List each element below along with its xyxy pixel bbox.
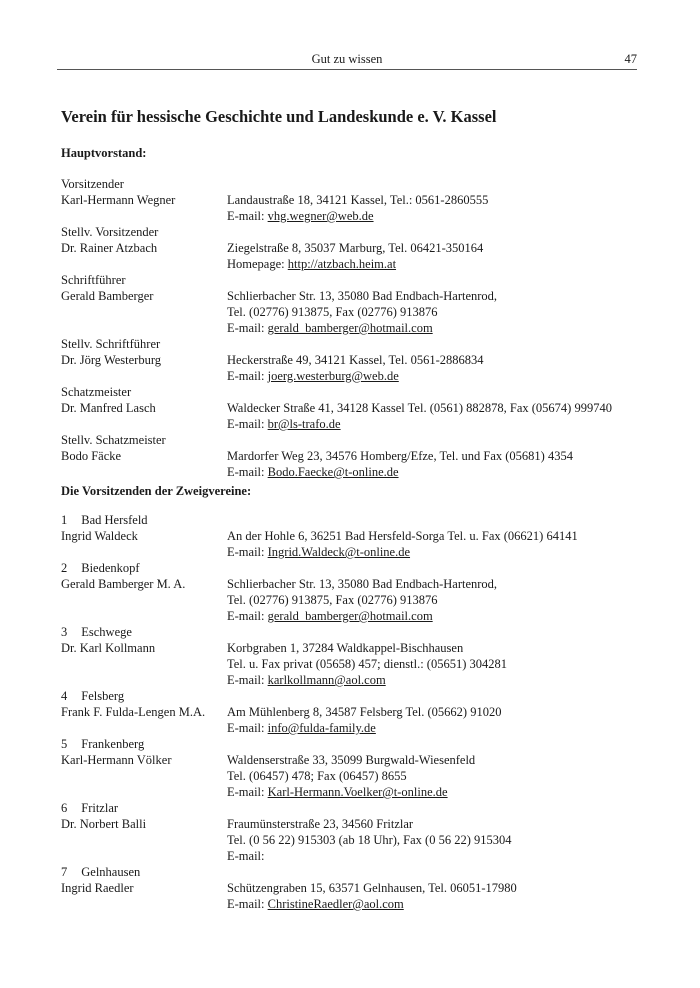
role-label: Stellv. Vorsitzender bbox=[61, 225, 159, 239]
page-title: Verein für hessische Geschichte und Landeskunde e. V. Kassel bbox=[61, 107, 497, 126]
address-line: Am Mühlenberg 8, 34587 Felsberg Tel. (05662) 91020 bbox=[227, 705, 502, 719]
branch-number: 4 bbox=[61, 689, 68, 703]
contact-line bbox=[227, 464, 399, 480]
branch-label bbox=[61, 512, 148, 528]
contact-prefix: E-mail: bbox=[227, 209, 268, 223]
contact-prefix: E-mail: bbox=[227, 721, 268, 735]
header-title: Gut zu wissen bbox=[311, 52, 383, 66]
address-line: An der Hohle 6, 36251 Bad Hersfeld-Sorga Tel. u. Fax (06621) 64141 bbox=[227, 529, 578, 543]
role-label: Vorsitzender bbox=[61, 177, 124, 191]
contact-line bbox=[227, 848, 265, 864]
contact-prefix: E-mail: bbox=[227, 673, 268, 687]
person-name: Ingrid Waldeck bbox=[61, 529, 138, 543]
person-name: Bodo Fäcke bbox=[61, 449, 122, 463]
contact-line bbox=[227, 256, 396, 272]
person-name: Gerald Bamberger bbox=[61, 289, 154, 303]
email-link[interactable]: Ingrid.Waldeck@t-online.de bbox=[267, 545, 411, 559]
contact-prefix: E-mail: bbox=[227, 897, 268, 911]
branch-number: 7 bbox=[61, 865, 68, 879]
person-name: Dr. Karl Kollmann bbox=[61, 641, 156, 655]
page-number: 47 bbox=[624, 52, 637, 66]
section-heading-zweigvereine: Die Vorsitzenden der Zweigvereine: bbox=[61, 484, 252, 498]
branch-label bbox=[61, 560, 140, 576]
branch-label bbox=[61, 864, 140, 880]
contact-prefix: E-mail: bbox=[227, 849, 265, 863]
person-name: Karl-Hermann Wegner bbox=[61, 193, 176, 207]
person-name: Karl-Hermann Völker bbox=[61, 753, 172, 767]
contact-prefix: Homepage: bbox=[227, 257, 288, 271]
role-label: Stellv. Schatzmeister bbox=[61, 433, 166, 447]
person-name: Ingrid Raedler bbox=[61, 881, 134, 895]
email-link[interactable]: vhg.wegner@web.de bbox=[267, 209, 374, 223]
homepage-link[interactable]: http://atzbach.heim.at bbox=[287, 257, 397, 271]
branch-place: Felsberg bbox=[81, 689, 125, 703]
contact-line bbox=[227, 672, 386, 688]
branch-label bbox=[61, 624, 132, 640]
address-line: Schlierbacher Str. 13, 35080 Bad Endbach-Hartenrod, bbox=[227, 577, 498, 591]
email-link[interactable]: br@ls-trafo.de bbox=[267, 417, 341, 431]
person-name: Dr. Jörg Westerburg bbox=[61, 353, 162, 367]
contact-prefix: E-mail: bbox=[227, 417, 268, 431]
running-header bbox=[57, 52, 637, 70]
contact-prefix: E-mail: bbox=[227, 321, 268, 335]
role-label: Schatzmeister bbox=[61, 385, 132, 399]
person-name: Gerald Bamberger M. A. bbox=[61, 577, 186, 591]
address-line: Fraumünsterstraße 23, 34560 Fritzlar bbox=[227, 817, 414, 831]
email-link[interactable]: joerg.westerburg@web.de bbox=[267, 369, 399, 383]
address-line: Waldecker Straße 41, 34128 Kassel Tel. (0561) 882878, Fax (05674) 999740 bbox=[227, 401, 612, 415]
contact-line bbox=[227, 416, 341, 432]
branch-number: 3 bbox=[61, 625, 68, 639]
address-line: Waldenserstraße 33, 35099 Burgwald-Wiesenfeld bbox=[227, 753, 476, 767]
contact-prefix: E-mail: bbox=[227, 465, 268, 479]
contact-line bbox=[227, 720, 376, 736]
branch-place: Frankenberg bbox=[81, 737, 145, 751]
branch-label bbox=[61, 800, 118, 816]
address-line: Schützengraben 15, 63571 Gelnhausen, Tel. 06051-17980 bbox=[227, 881, 517, 895]
branch-place: Fritzlar bbox=[81, 801, 119, 815]
email-link[interactable]: Bodo.Faecke@t-online.de bbox=[267, 465, 399, 479]
contact-line bbox=[227, 896, 404, 912]
address-line: Schlierbacher Str. 13, 35080 Bad Endbach-Hartenrod, bbox=[227, 289, 498, 303]
phone-line: Tel. (0 56 22) 915303 (ab 18 Uhr), Fax (0 56 22) 915304 bbox=[227, 833, 512, 847]
branch-label bbox=[61, 736, 144, 752]
phone-line: Tel. u. Fax privat (05658) 457; dienstl.: (05651) 304281 bbox=[227, 657, 507, 671]
contact-line bbox=[227, 208, 374, 224]
contact-prefix: E-mail: bbox=[227, 785, 268, 799]
email-link[interactable]: Karl-Hermann.Voelker@t-online.de bbox=[267, 785, 448, 799]
email-link[interactable]: info@fulda-family.de bbox=[267, 721, 376, 735]
branch-place: Gelnhausen bbox=[81, 865, 141, 879]
email-link[interactable]: karlkollmann@aol.com bbox=[267, 673, 386, 687]
role-label: Stellv. Schriftführer bbox=[61, 337, 161, 351]
contact-line bbox=[227, 320, 433, 336]
branch-place: Bad Hersfeld bbox=[81, 513, 148, 527]
address-line: Landaustraße 18, 34121 Kassel, Tel.: 0561-2860555 bbox=[227, 193, 489, 207]
contact-line bbox=[227, 368, 399, 384]
person-name: Dr. Norbert Balli bbox=[61, 817, 147, 831]
address-line: Ziegelstraße 8, 35037 Marburg, Tel. 06421-350164 bbox=[227, 241, 484, 255]
phone-line: Tel. (02776) 913875, Fax (02776) 913876 bbox=[227, 305, 438, 319]
branch-place: Biedenkopf bbox=[81, 561, 140, 575]
email-link[interactable]: gerald_bamberger@hotmail.com bbox=[267, 609, 433, 623]
role-label: Schriftführer bbox=[61, 273, 126, 287]
person-name: Dr. Rainer Atzbach bbox=[61, 241, 158, 255]
contact-prefix: E-mail: bbox=[227, 369, 268, 383]
branch-number: 6 bbox=[61, 801, 68, 815]
section-heading-hauptvorstand: Hauptvorstand: bbox=[61, 146, 147, 160]
person-name: Frank F. Fulda-Lengen M.A. bbox=[61, 705, 206, 719]
contact-line bbox=[227, 544, 410, 560]
contact-prefix: E-mail: bbox=[227, 545, 268, 559]
phone-line: Tel. (02776) 913875, Fax (02776) 913876 bbox=[227, 593, 438, 607]
contact-line bbox=[227, 608, 433, 624]
branch-label bbox=[61, 688, 124, 704]
person-name: Dr. Manfred Lasch bbox=[61, 401, 156, 415]
address-line: Mardorfer Weg 23, 34576 Homberg/Efze, Tel. und Fax (05681) 4354 bbox=[227, 449, 573, 463]
branch-number: 5 bbox=[61, 737, 68, 751]
phone-line: Tel. (06457) 478; Fax (06457) 8655 bbox=[227, 769, 407, 783]
address-line: Heckerstraße 49, 34121 Kassel, Tel. 0561-2886834 bbox=[227, 353, 484, 367]
email-link[interactable]: gerald_bamberger@hotmail.com bbox=[267, 321, 433, 335]
branch-number: 2 bbox=[61, 561, 68, 575]
email-link[interactable]: ChristineRaedler@aol.com bbox=[267, 897, 404, 911]
contact-prefix: E-mail: bbox=[227, 609, 268, 623]
address-line: Korbgraben 1, 37284 Waldkappel-Bischhausen bbox=[227, 641, 464, 655]
branch-number: 1 bbox=[61, 513, 68, 527]
contact-line bbox=[227, 784, 448, 800]
branch-place: Eschwege bbox=[81, 625, 132, 639]
